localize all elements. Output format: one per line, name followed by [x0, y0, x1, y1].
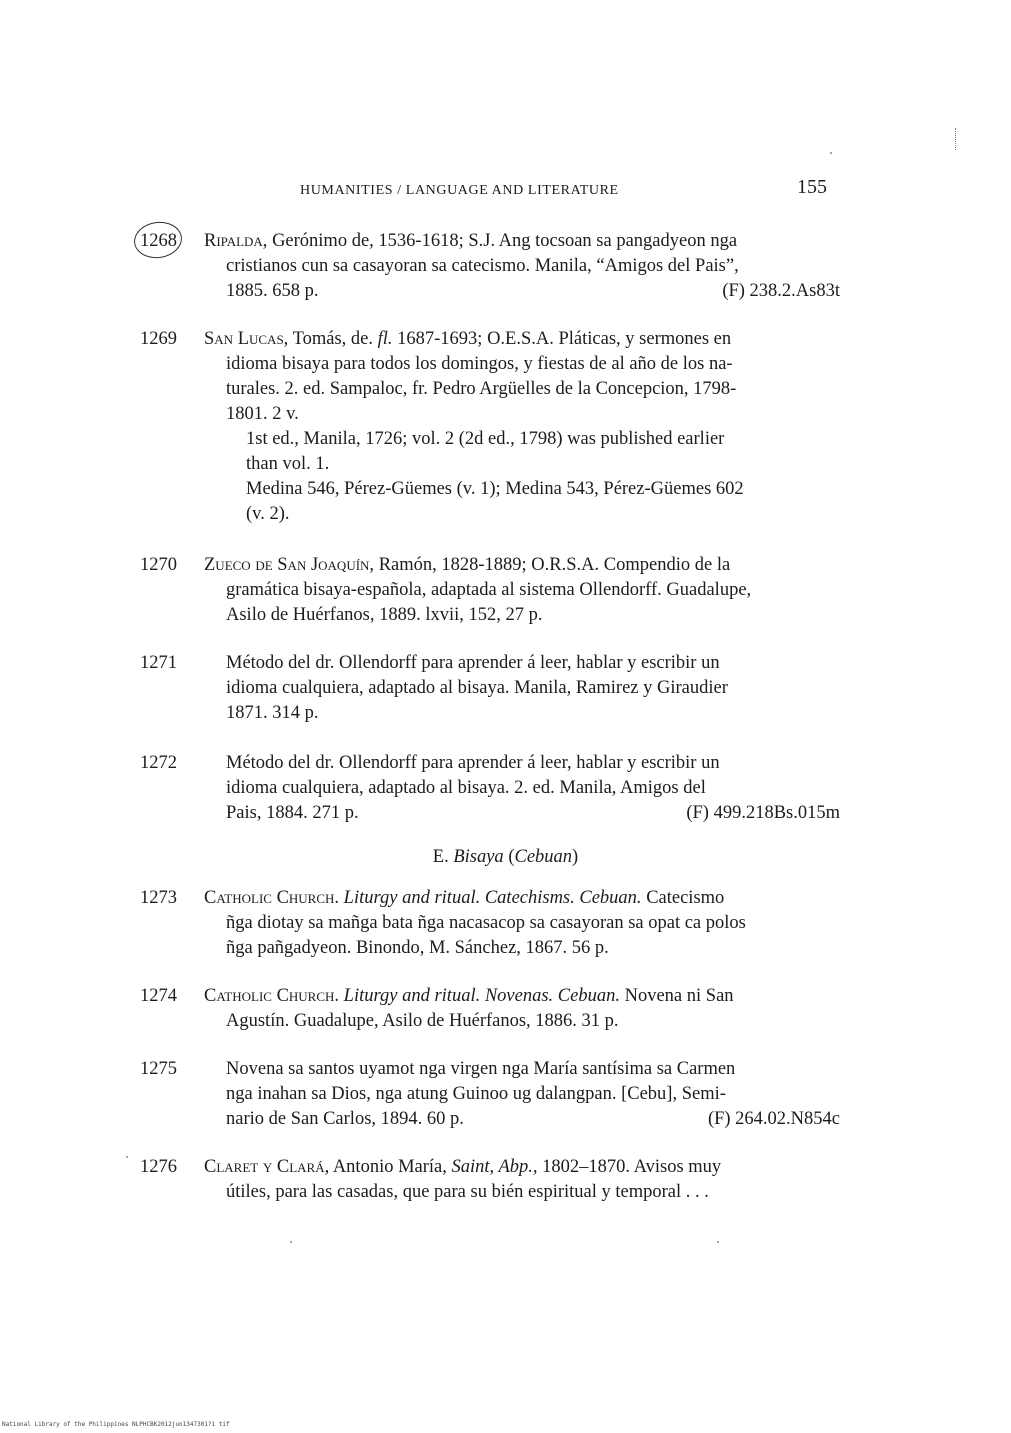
entry-number: 1271	[140, 653, 177, 673]
entry-line: turales. 2. ed. Sampaloc, fr. Pedro Argüelles de la Concepcion, 1798-	[226, 379, 737, 399]
entry-last-line	[204, 1107, 840, 1132]
title-start: 1802–1870. Avisos muy	[537, 1157, 722, 1177]
entry-first-line	[204, 1155, 840, 1180]
entry-line: Novena sa santos uyamot nga virgen nga María santísima sa Carmen	[226, 1059, 736, 1079]
author-rest: Tomás, de.	[288, 329, 378, 349]
entry-number: 1268	[140, 231, 177, 251]
entry-line: idioma cualquiera, adaptado al bisaya. Manila, Ramirez y Giraudier	[226, 678, 728, 698]
entry-body	[204, 751, 840, 826]
uniform-heading: Liturgy and ritual. Catechisms. Cebuan.	[339, 888, 642, 908]
entry-note: Medina 546, Pérez-Güemes (v. 1); Medina 543, Pérez-Güemes 602	[246, 479, 744, 499]
call-number: (F) 499.218Bs.015m	[686, 803, 840, 823]
section-heading	[0, 847, 1011, 868]
entry-1273	[140, 886, 840, 961]
entry-line: Asilo de Huérfanos, 1889. lxvii, 152, 27 p.	[226, 605, 543, 625]
title-start: Novena ni San	[619, 986, 734, 1006]
section-prefix: E.	[432, 847, 454, 867]
entry-line: Método del dr. Ollendorff para aprender á leer, hablar y escribir un	[226, 753, 720, 773]
paren-open: (	[503, 847, 515, 867]
entry-1270	[140, 553, 840, 628]
entry-1268	[140, 229, 840, 304]
entry-1274	[140, 984, 840, 1034]
entry-first-line	[204, 229, 840, 254]
author-name: Claret y Clará,	[204, 1157, 330, 1177]
speck	[830, 152, 832, 154]
entry-number: 1272	[140, 753, 177, 773]
speck	[717, 1241, 719, 1243]
entry-first-line	[204, 886, 840, 911]
author-title: Saint, Abp.,	[451, 1157, 538, 1177]
entry-1269	[140, 327, 840, 527]
imprint: nario de San Carlos, 1894. 60 p.	[226, 1109, 464, 1129]
entry-line: 1871. 314 p.	[226, 703, 319, 723]
entry-number: 1276	[140, 1157, 177, 1177]
entry-1271	[140, 651, 840, 726]
entry-number: 1270	[140, 555, 177, 575]
entry-1275	[140, 1057, 840, 1132]
entry-body	[204, 327, 840, 527]
entry-first-line	[204, 984, 840, 1009]
entry-note: than vol. 1.	[246, 454, 330, 474]
entry-body	[204, 984, 840, 1034]
entry-body	[204, 1155, 840, 1205]
speck	[290, 1241, 292, 1243]
entry-number: 1274	[140, 986, 177, 1006]
entry-line: nga inahan sa Dios, nga atung Guinoo ug dalangpan. [Cebu], Semi-	[226, 1084, 726, 1104]
entry-line: gramática bisaya-española, adaptada al sistema Ollendorff. Guadalupe,	[226, 580, 752, 600]
entry-first-line	[204, 327, 840, 352]
entry-line: idioma cualquiera, adaptado al bisaya. 2. ed. Manila, Amigos del	[226, 778, 706, 798]
entry-body	[204, 1057, 840, 1132]
entry-note: (v. 2).	[246, 504, 290, 524]
imprint: 1885. 658 p.	[226, 281, 319, 301]
entry-note: 1st ed., Manila, 1726; vol. 2 (2d ed., 1798) was published earlier	[246, 429, 725, 449]
entry-line: idioma bisaya para todos los domingos, y fiestas de al año de los na-	[226, 354, 733, 374]
entry-number: 1269	[140, 329, 177, 349]
speck	[126, 1156, 128, 1158]
uniform-heading: Liturgy and ritual. Novenas. Cebuan.	[339, 986, 620, 1006]
page-number: 155	[797, 176, 827, 198]
entry-first-line	[204, 553, 840, 578]
author-name: Ripalda,	[204, 231, 268, 251]
paren-close: )	[572, 847, 579, 867]
entry-line: ñga diotay sa mañga bata ñga nacasacop sa casayoran sa opat ca polos	[226, 913, 746, 933]
call-number: (F) 264.02.N854c	[707, 1109, 840, 1129]
author-name: Catholic Church.	[204, 986, 340, 1006]
entry-body	[204, 229, 840, 304]
title-start: 1687-1693; O.E.S.A. Pláticas, y sermones en	[392, 329, 732, 349]
flourit-abbr: fl.	[377, 329, 393, 349]
author-rest: Ramón, 1828-1889; O.R.S.A. Compendio de la	[374, 555, 731, 575]
entry-line: cristianos cun sa casayoran sa catecismo. Manila, “Amigos del Pais”,	[226, 256, 739, 276]
title-start: Catecismo	[641, 888, 725, 908]
section-language: Bisaya	[453, 847, 504, 867]
entry-line: Agustín. Guadalupe, Asilo de Huérfanos, 1886. 31 p.	[226, 1011, 619, 1031]
entry-last-line	[204, 279, 840, 304]
scan-footer: National Library of the Philippines NLPHCBK2012jun1347301?1 tif	[2, 1421, 230, 1428]
entry-body	[204, 651, 840, 726]
author-name: Catholic Church.	[204, 888, 340, 908]
entry-1272	[140, 751, 840, 826]
author-name: San Lucas,	[204, 329, 289, 349]
entry-last-line	[204, 801, 840, 826]
author-rest: Gerónimo de, 1536-1618; S.J. Ang tocsoan sa pangadyeon nga	[267, 231, 738, 251]
entry-line: ñga pañgadyeon. Binondo, M. Sánchez, 1867. 56 p.	[226, 938, 609, 958]
entry-1276	[140, 1155, 840, 1205]
entry-body	[204, 553, 840, 628]
entry-body	[204, 886, 840, 961]
entry-line: Método del dr. Ollendorff para aprender á leer, hablar y escribir un	[226, 653, 720, 673]
entry-number: 1273	[140, 888, 177, 908]
entry-line: 1801. 2 v.	[226, 404, 299, 424]
imprint: Pais, 1884. 271 p.	[226, 803, 359, 823]
entry-line: útiles, para las casadas, que para su bién espiritual y temporal . . .	[226, 1182, 709, 1202]
margin-marks	[955, 128, 958, 150]
running-header: HUMANITIES / LANGUAGE AND LITERATURE	[300, 183, 619, 198]
author-name: Zueco de San Joaquín,	[204, 555, 375, 575]
entry-number: 1275	[140, 1059, 177, 1079]
call-number: (F) 238.2.As83t	[722, 281, 840, 301]
author-rest: Antonio María,	[329, 1157, 452, 1177]
section-dialect: Cebuan	[514, 847, 573, 867]
